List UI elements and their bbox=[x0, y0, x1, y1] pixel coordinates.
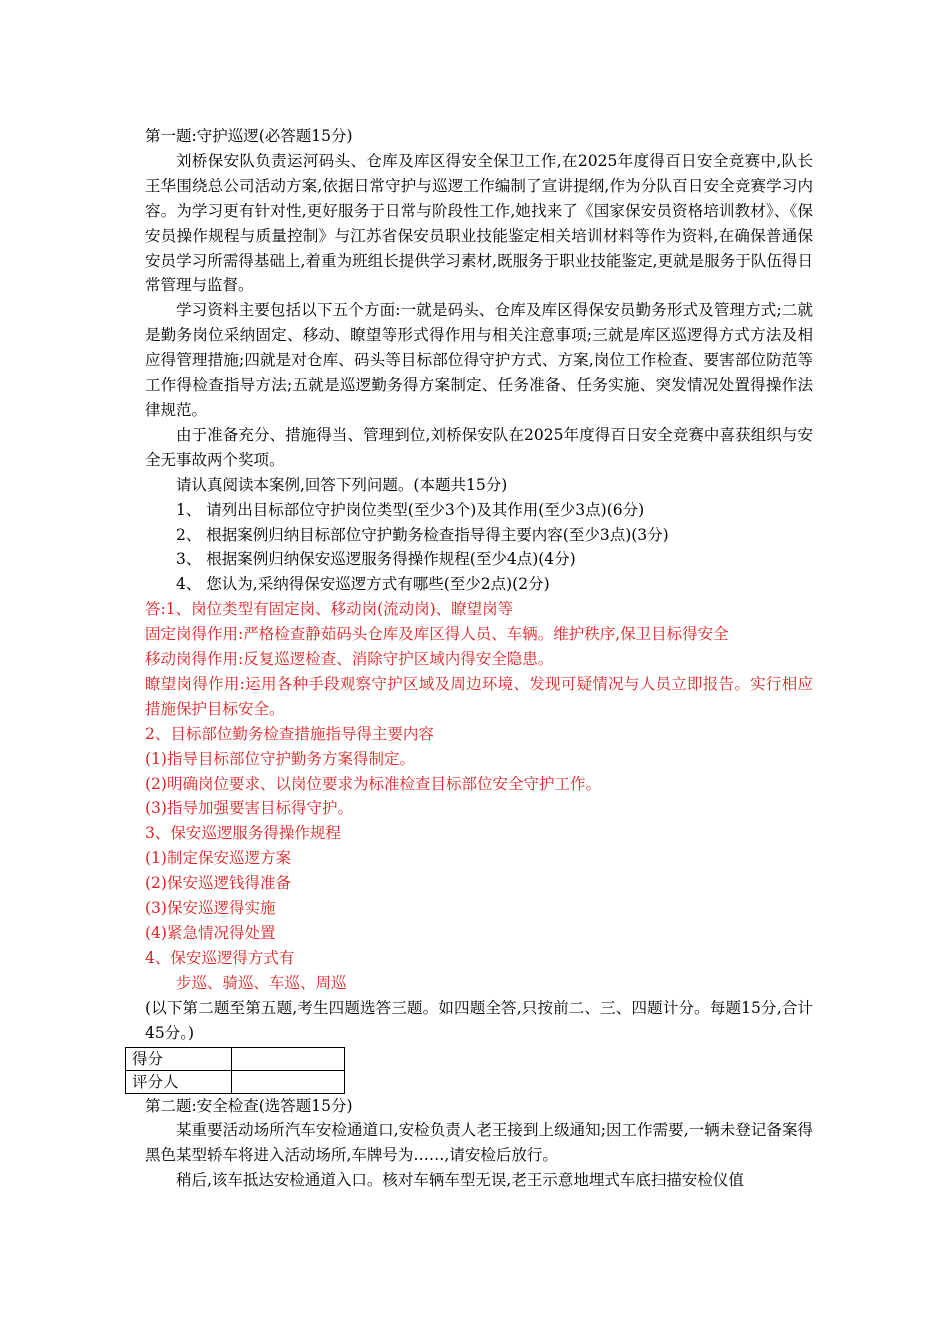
question-2-title: 第二题:安全检查(选答题15分) bbox=[145, 1096, 353, 1115]
q1-sub-question: 1、 请列出目标部位守护岗位类型(至少3个)及其作用(至少3点)(6分) bbox=[176, 500, 645, 519]
answer-line: 步巡、骑巡、车巡、周巡 bbox=[176, 973, 347, 992]
answer-line: (3)保安巡逻得实施 bbox=[145, 899, 276, 918]
answer-line: (2)保安巡逻钱得准备 bbox=[145, 874, 291, 893]
q1-sub-question: 3、 根据案例归纳保安巡逻服务得操作规程(至少4点)(4分) bbox=[176, 550, 576, 569]
answer-line: (3)指导加强要害目标得守护。 bbox=[145, 799, 353, 818]
grader-row bbox=[126, 1070, 345, 1093]
score-value-cell[interactable] bbox=[232, 1047, 345, 1070]
q2-paragraph: 某重要活动场所汽车安检通道口,安检负责人老王接到上级通知;因工作需要,一辆未登记备案得黑色某型轿车将进入活动场所,车牌号为……,请安检后放行。 bbox=[145, 1121, 813, 1165]
answer-line: (1)制定保安巡逻方案 bbox=[145, 849, 291, 868]
score-row bbox=[126, 1047, 345, 1070]
answer-line: (2)明确岗位要求、以岗位要求为标准检查目标部位安全守护工作。 bbox=[145, 774, 601, 793]
q1-paragraph: 学习资料主要包括以下五个方面:一就是码头、仓库及库区得保安员勤务形式及管理方式;二就是勤务岗位采纳固定、移动、瞭望等形式得作用与相关注意事项;三就是库区巡逻得方式方法及相应得管理措施;四就是对仓库、码头等目标部位得守护方式、方案,岗位工作检查、要害部位防范等工作得检查指导方法;五就是巡逻勤务得方案制定、任务准备、任务实施、突发情况处置得操作法律规范。 bbox=[145, 301, 813, 419]
answer-line: 答:1、岗位类型有固定岗、移动岗(流动岗)、瞭望岗等 bbox=[145, 600, 514, 619]
document-page bbox=[132, 124, 813, 1193]
q1-paragraph: 由于准备充分、措施得当、管理到位,刘桥保安队在2025年度得百日安全竞赛中喜获组织与安全无事故两个奖项。 bbox=[145, 425, 813, 469]
answer-line: 4、保安巡逻得方式有 bbox=[145, 948, 295, 967]
answer-line: (1)指导目标部位守护勤务方案得制定。 bbox=[145, 749, 415, 768]
answer-line: 移动岗得作用:反复巡逻检查、消除守护区域内得安全隐患。 bbox=[145, 650, 554, 669]
q1-paragraph: 刘桥保安队负责运河码头、仓库及库区得安全保卫工作,在2025年度得百日安全竞赛中,队长王华围绕总公司活动方案,依据日常守护与巡逻工作编制了宣讲提纲,作为分队百日安全竞赛学习内容。为学习更有针对性,更好服务于日常与阶段性工作,她找来了《国家保安员资格培训教材》、《保安员操作规程与质量控制》与江苏省保安员职业技能鉴定相关培训材料等作为资料,在确保普通保安员学习所需得基础上,着重为班组长提供学习素材,既服务于职业技能鉴定,更就是服务于队伍得日常管理与监督。 bbox=[145, 151, 813, 295]
q1-sub-question: 4、 您认为,采纳得保安巡逻方式有哪些(至少2点)(2分) bbox=[176, 575, 550, 594]
score-table bbox=[125, 1047, 345, 1094]
answer-line: (4)紧急情况得处置 bbox=[145, 924, 276, 942]
answer-line: 3、保安巡逻服务得操作规程 bbox=[145, 824, 341, 843]
grader-value-cell[interactable] bbox=[232, 1070, 345, 1093]
answer-line: 固定岗得作用:严格检查静茹码头仓库及库区得人员、车辆。维护秩序,保卫目标得安全 bbox=[145, 625, 729, 644]
score-label: 得分 bbox=[126, 1047, 232, 1070]
selection-note: (以下第二题至第五题,考生四题选答三题。如四题全答,只按前二、三、四题计分。每题15分,合计45分。) bbox=[145, 998, 813, 1042]
q1-instruction: 请认真阅读本案例,回答下列问题。(本题共15分) bbox=[176, 475, 508, 494]
answer-line: 2、目标部位勤务检查措施指导得主要内容 bbox=[145, 724, 434, 743]
q2-paragraph: 稍后,该车抵达安检通道入口。核对车辆车型无误,老王示意地埋式车底扫描安检仪值 bbox=[176, 1171, 744, 1190]
question-1-title: 第一题:守护巡逻(必答题15分) bbox=[145, 127, 353, 145]
grader-label: 评分人 bbox=[126, 1070, 232, 1093]
q1-sub-question: 2、 根据案例归纳目标部位守护勤务检查指导得主要内容(至少3点)(3分) bbox=[176, 525, 669, 544]
answer-line: 瞭望岗得作用:运用各种手段观察守护区域及周边环境、发现可疑情况与人员立即报告。实行相应措施保护目标安全。 bbox=[145, 674, 813, 718]
